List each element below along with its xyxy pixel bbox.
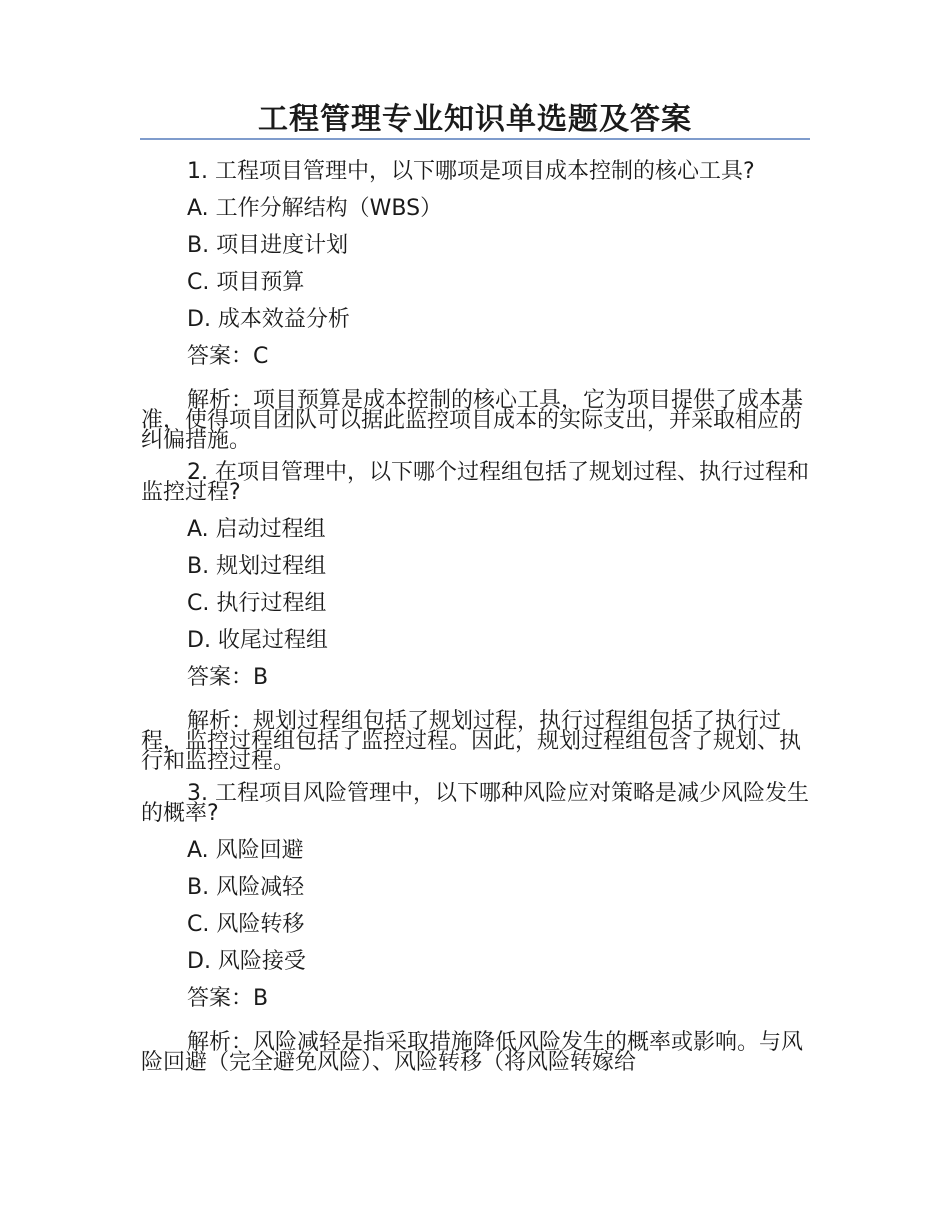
option-d: D. 成本效益分析 (187, 307, 350, 332)
question-stem: 1. 工程项目管理中，以下哪项是项目成本控制的核心工具? (187, 159, 755, 184)
question-list (141, 150, 809, 1079)
question-1 (141, 159, 809, 453)
option-b: B. 规划过程组 (187, 554, 327, 579)
explanation: 解析：风险减轻是指采取措施降低风险发生的概率或影响。与风险回避（完全避免风险）、风险转移（将风险转嫁给 (141, 1030, 804, 1075)
option-a: A. 启动过程组 (187, 517, 326, 542)
option-d: D. 风险接受 (187, 949, 306, 974)
question-2 (141, 460, 809, 774)
question-3 (141, 781, 809, 1075)
option-c: C. 执行过程组 (187, 591, 327, 616)
answer: 答案：B (187, 986, 269, 1011)
explanation: 解析：规划过程组包括了规划过程，执行过程组包括了执行过程，监控过程组包括了监控过程。因此，规划过程组包含了规划、执行和监控过程。 (141, 709, 802, 774)
page-title: 工程管理专业知识单选题及答案 (258, 102, 692, 137)
option-c: C. 项目预算 (187, 270, 305, 295)
option-b: B. 项目进度计划 (187, 233, 349, 258)
option-a: A. 工作分解结构（WBS） (187, 196, 443, 221)
answer: 答案：C (187, 344, 269, 369)
option-b: B. 风险减轻 (187, 875, 305, 900)
title-underline (140, 138, 810, 140)
option-a: A. 风险回避 (187, 838, 304, 863)
answer: 答案：B (187, 665, 269, 690)
explanation: 解析：项目预算是成本控制的核心工具，它为项目提供了成本基准，使得项目团队可以据此监控项目成本的实际支出，并采取相应的纠偏措施。 (141, 388, 804, 453)
option-d: D. 收尾过程组 (187, 628, 328, 653)
question-stem: 3. 工程项目风险管理中，以下哪种风险应对策略是减少风险发生的概率? (141, 781, 809, 826)
question-stem: 2. 在项目管理中，以下哪个过程组包括了规划过程、执行过程和监控过程? (141, 460, 809, 505)
option-c: C. 风险转移 (187, 912, 305, 937)
